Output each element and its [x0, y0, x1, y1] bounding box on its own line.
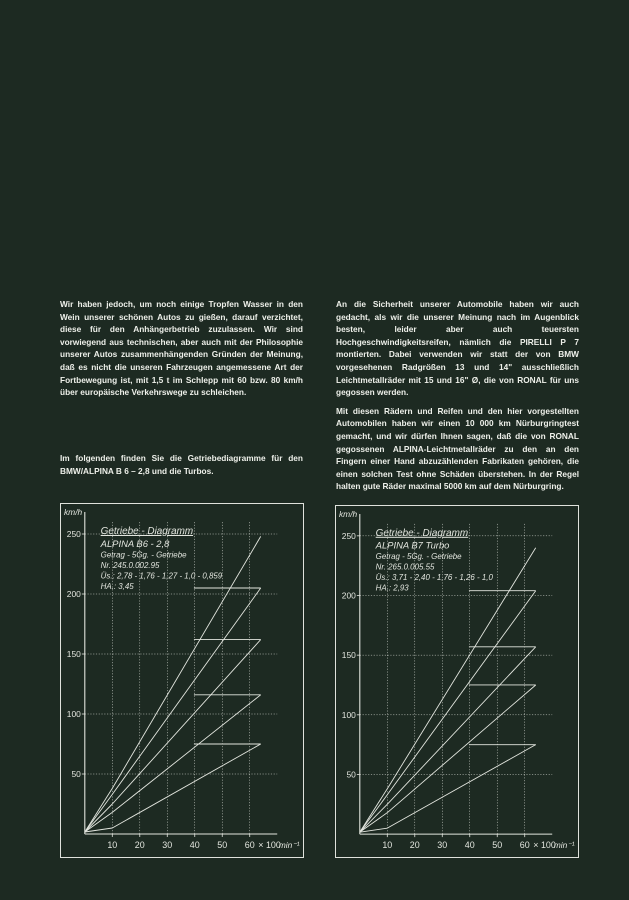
x-tick-label: 20: [134, 839, 145, 851]
x-tick-label: 50: [217, 839, 228, 851]
chart-note: ALPINA B6 - 2,8: [100, 538, 170, 551]
gear-base-line-5: [85, 788, 112, 832]
y-tick-label: 50: [346, 769, 356, 780]
chart-title: Getriebe - Diagramm: [100, 525, 194, 538]
left-paragraph-2: Im folgenden finden Sie die Getriebediagramme für den BMW/ALPINA B 6 – 2,8 und die Turbos.: [60, 453, 303, 476]
chart-note: Getrag - 5Gg. - Getriebe: [100, 550, 187, 560]
y-tick-label: 50: [71, 768, 81, 780]
x-tick-label: 40: [464, 840, 475, 851]
y-tick-label: 200: [66, 588, 81, 600]
x-tick-label: 20: [409, 840, 420, 851]
gear-line-3: [112, 640, 260, 804]
left-column-text: [60, 298, 303, 405]
gear-base-line-2: [360, 813, 387, 832]
right-paragraph-2: Mit diesen Rädern und Reifen und den hier vorgestellten Automobilen haben wir einen 10 000 km Nürburgringtest gemacht, und wir dürfen Ihnen sagen, daß die von RONAL gegossenen ALPINA-Leichtmetallräder zu den an den Fingern einer Hand abzuzählenden Fabrikaten gehören, die einen solchen Test ohne Schäden überstehen. In der Regel halten gute Räder maximal 5000 km auf dem Nürburgring.: [336, 405, 579, 492]
gear-line-2: [387, 685, 535, 813]
gear-line-5: [387, 548, 535, 789]
x-unit-label: × 100: [258, 839, 281, 851]
chart-note: ALPINA B7 Turbo: [375, 539, 450, 551]
x-tick-label: 60: [519, 840, 530, 851]
y-tick-label: 250: [341, 530, 356, 541]
x-tick-label: 10: [107, 839, 118, 851]
left-column-intro: [60, 452, 303, 483]
gear-line-1: [387, 745, 535, 829]
gear-line-4: [387, 591, 535, 795]
chart-title: Getriebe - Diagramm: [375, 527, 469, 539]
chart-note: Üs.: 2,78 - 1,76 - 1,27 - 1,0 - 0,859: [100, 571, 223, 581]
gear-base-line-2: [85, 812, 112, 832]
gear-base-line-4: [360, 795, 387, 832]
gear-line-2: [112, 695, 260, 813]
chart-note: Üs.: 3,71 - 2,40 - 1,76 - 1,26 - 1,0: [375, 573, 493, 583]
x-tick-label: 30: [437, 840, 448, 851]
x-tick-label: 60: [244, 839, 255, 851]
gear-line-1: [112, 744, 260, 828]
y-axis-label: km/h: [63, 506, 83, 518]
y-tick-label: 200: [341, 590, 356, 601]
chart-note: Getrag - 5Gg. - Getriebe: [375, 552, 462, 562]
right-column-text: [336, 298, 579, 499]
gear-base-line-5: [360, 789, 387, 832]
gear-base-line-4: [85, 794, 112, 832]
x-tick-label: 30: [162, 839, 173, 851]
gear-base-line-3: [85, 804, 112, 832]
x-unit-label: × 100: [533, 840, 556, 851]
gear-diagram-b6: [60, 503, 304, 858]
gear-diagram-b7-turbo: [335, 505, 579, 858]
x-tick-label: 50: [492, 840, 503, 851]
y-tick-label: 150: [66, 648, 81, 660]
y-axis-label: km/h: [338, 508, 358, 519]
gear-diagram-b6-plot: [61, 504, 303, 857]
y-tick-label: 100: [66, 708, 81, 720]
right-paragraph-1: An die Sicherheit unserer Automobile haben wir auch gedacht, als wir die unserer Meinung nach im Augenblick besten, leider aber auch teuersten Hochgeschwindigkeitsreifen, nämlich die PIRELLI P 7 montierten. Dabei verwenden wir statt der von BMW vorgesehenen Radgrößen 13 und 14" ausschließlich Leichtmetallräder mit 15 und 16" Ø, die von RONAL für uns gegossen werden.: [336, 299, 579, 398]
x-axis-label: min⁻¹: [278, 839, 300, 851]
gear-line-3: [387, 647, 535, 805]
y-tick-label: 250: [66, 528, 81, 540]
y-tick-label: 100: [341, 709, 356, 720]
chart-note: HA.: 3,45: [100, 581, 134, 592]
x-tick-label: 40: [189, 839, 200, 851]
x-tick-label: 10: [382, 840, 393, 851]
chart-note: HA.: 2,93: [375, 583, 409, 593]
gear-diagram-b7-plot: [336, 506, 578, 857]
chart-note: Nr. 265.0.005.55: [375, 562, 435, 572]
y-tick-label: 150: [341, 650, 356, 661]
x-axis-label: min⁻¹: [553, 840, 575, 851]
gear-line-4: [112, 588, 260, 794]
gear-base-line-3: [360, 804, 387, 832]
left-paragraph-1: Wir haben jedoch, um noch einige Tropfen Wasser in den Wein unserer schönen Autos zu gießen, darauf verzichtet, diese für den Anhängerbetrieb zuzulassen. Wir sind vorwiegend aus technischen, aber auch mit der Philosophie unserer Autos zusammenhängenden Gründen der Meinung, daß es nicht die unseren Fahrzeugen angemessene Art der Fortbewegung ist, mit 1,5 t im Schlepp mit 60 bzw. 80 km/h über europäische Verkehrswege zu schleichen.: [60, 299, 303, 398]
chart-note: Nr. 245.0.002.95: [100, 560, 160, 571]
